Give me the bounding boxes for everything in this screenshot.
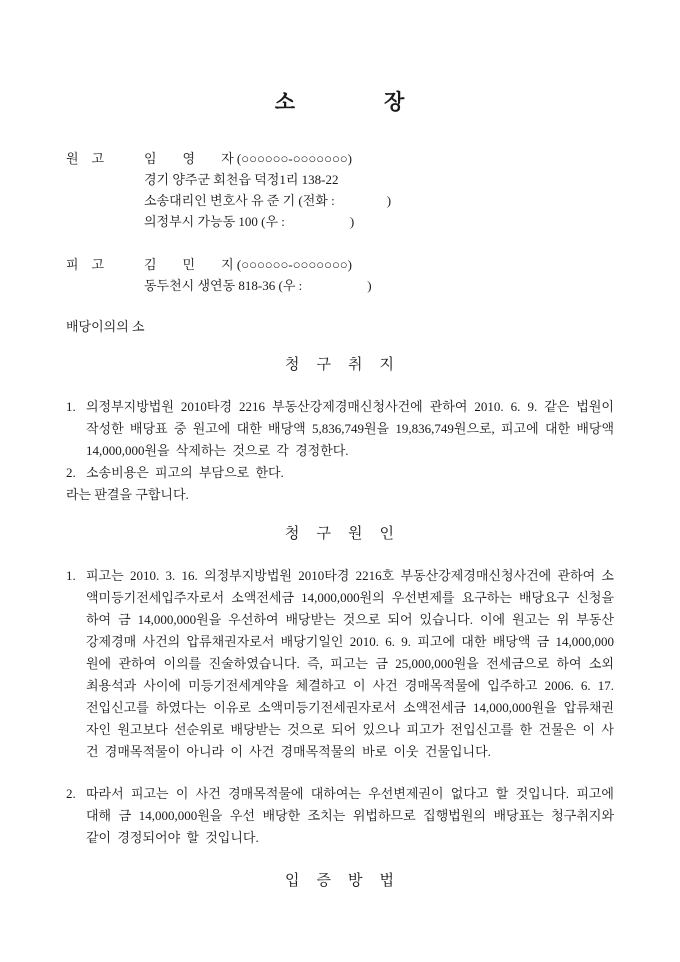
plaintiff-address: 경기 양주군 회천읍 덕정1리 138-22 [144, 172, 339, 187]
purport-item-1-number: 1. [66, 399, 76, 414]
cause-item-2-text: 따라서 피고는 이 사건 경매목적물에 대하여는 우선변제권이 없다고 할 것입니다. 피고에 대해 금 14,000,000원을 우선 배당한 조치는 위법하므로 집행법원의 배당표는 청구취지와 같이 경정되어야 할 것입니다. [86, 786, 614, 845]
purport-item-1 [66, 396, 614, 462]
cause-item-1 [66, 565, 614, 763]
plaintiff-attorney: 소송대리인 변호사 유 준 기 (전화 : ) [144, 193, 392, 208]
plaintiff-name: 임 영 자 (○○○○○○-○○○○○○○) [144, 151, 352, 166]
evidence-heading: 입 증 방 법 [285, 873, 395, 889]
purport-item-1-text: 의정부지방법원 2010타경 2216 부동산강제경매신청사건에 관하여 2010. 6. 9. 같은 법원이 작성한 배당표 중 원고에 대한 배당액 5,836,749원을 19,836,749원으로, 피고에 대한 배당액 14,000,000원을 삭제하는 것으로 각 경정한다. [86, 399, 614, 458]
claim-cause-heading: 청 구 원 인 [285, 526, 395, 542]
purport-item-2-number: 2. [66, 465, 76, 480]
purport-closing: 라는 판결을 구합니다. [66, 487, 189, 502]
cause-item-1-text: 피고는 2010. 3. 16. 의정부지방법원 2010타경 2216호 부동산강제경매신청사건에 관하여 소액미등기전세입주자로서 소액전세금 14,000,000원의 우선변제를 요구하는 배당요구 신청을 하여 금 14,000,000원을 우선하여 배당받는 것으로 되어 있습니다. 이에 원고는 위 부동산 강제경매 사건의 압류채권자로서 배당기일인 2010. 6. 9. 피고에 대한 배당액 금 14,000,000원에 관하여 이의를 진술하였습니다. 즉, 피고는 금 25,000,000원을 전세금으로 하여 소외 최용석과 사이에 미등기전세계약을 체결하고 이 사건 경매목적물에 입주하고 2006. 6. 17. 전입신고를 하였다는 이유로 소액미등기전세권자로서 소액전세금 14,000,000원을 압류채권자인 원고보다 선순위로 배당받는 것으로 되어 있으나 피고가 전입신고를 한 건물은 이 사건 경매목적물이 아니라 이 사건 경매목적물의 바로 이웃 건물입니다. [86, 568, 614, 759]
defendant-address: 동두천시 생연동 818-36 (우 : ) [144, 278, 372, 293]
cause-item-2-number: 2. [66, 786, 76, 801]
purport-item-2 [66, 462, 614, 484]
document-title: 소 장 [274, 90, 406, 114]
defendant-details [144, 254, 614, 296]
cause-item-1-number: 1. [66, 568, 76, 583]
purport-item-2-text: 소송비용은 피고의 부담으로 한다. [86, 465, 284, 480]
claim-purport-heading: 청 구 취 지 [285, 357, 395, 373]
defendant-label: 피 고 [66, 257, 105, 272]
cause-item-2 [66, 783, 614, 849]
plaintiff-block [66, 148, 614, 232]
defendant-block [66, 254, 614, 296]
claim-cause-section [66, 522, 614, 849]
plaintiff-details [144, 148, 614, 232]
case-name: 배당이의의 소 [66, 319, 145, 334]
plaintiff-attorney-address: 의정부시 가능동 100 (우 : ) [144, 214, 355, 229]
claim-purport-section [66, 353, 614, 506]
defendant-name: 김 민 지 (○○○○○○-○○○○○○○) [144, 257, 352, 272]
plaintiff-label: 원 고 [66, 151, 105, 166]
